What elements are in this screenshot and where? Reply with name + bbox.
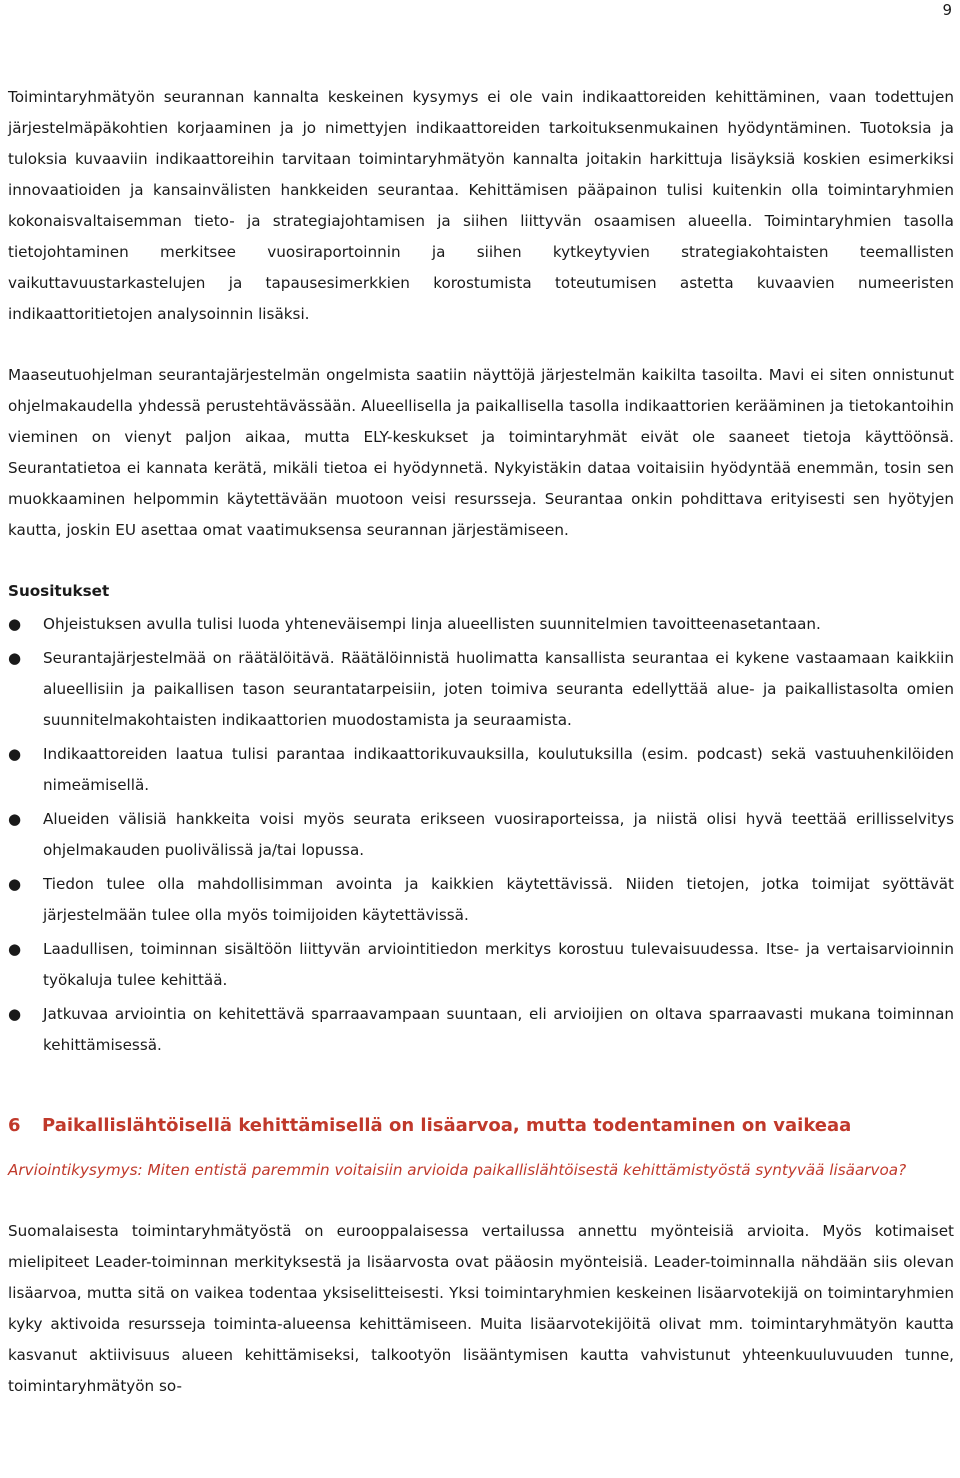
bullet-icon: ● [8, 940, 22, 958]
list-item [8, 609, 954, 640]
bullet-icon: ● [8, 810, 22, 828]
bullet-icon: ● [8, 875, 22, 893]
body-paragraph: Suomalaisesta toimintaryhmätyöstä on eurooppalaisessa vertailussa annettu myönteisiä arvioita. Myös kotimaiset mielipiteet Leader-toiminnan merkityksestä ja lisäarvosta ovat pääosin myönteisiä. Leader-toiminnalla nähdään siis olevan lisäarvoa, mutta sitä on vaikea todentaa yksiselitteisesti. Yksi toimintaryhmien keskeinen lisäarvotekijä on toimintaryhmien kyky aktivoida resursseja toiminta-alueensa kehittämiseen. Muita lisäarvotekijöitä olivat mm. toimintaryhmätyön kautta kasvanut aktiivisuus alueen kehittämiseksi, talkootyön lisääntymisen kautta vahvistunut yhteenkuuluvuuden tunne, toimintaryhmätyön so- [8, 1222, 954, 1395]
list-item-text: Laadullisen, toiminnan sisältöön liittyvän arviointitiedon merkitys korostuu tulevaisuudessa. Itse- ja vertaisarvioinnin työkaluja tulee kehittää. [43, 940, 954, 989]
bullet-icon: ● [8, 745, 22, 763]
list-item [8, 869, 954, 931]
list-item [8, 999, 954, 1061]
list-item-text: Tiedon tulee olla mahdollisimman avointa ja kaikkien käytettävissä. Niiden tietojen, jotka toimijat syöttävät järjestelmään tulee olla myös toimijoiden käytettävissä. [43, 875, 954, 924]
chapter-heading [8, 1110, 954, 1141]
bullet-icon: ● [8, 615, 22, 633]
list-item-text: Alueiden välisiä hankkeita voisi myös seurata erikseen vuosiraporteissa, ja niistä olisi hyvä teettää erillisselvitys ohjelmakauden puolivälissä ja/tai lopussa. [43, 810, 954, 859]
list-item [8, 739, 954, 801]
recommendations-list [8, 609, 954, 1061]
list-item [8, 934, 954, 996]
bullet-icon: ● [8, 1005, 22, 1023]
list-item [8, 643, 954, 736]
list-item-text: Jatkuvaa arviointia on kehitettävä sparraavampaan suuntaan, eli arvioijien on oltava sparraavasti mukana toiminnan kehittämisessä. [43, 1005, 954, 1054]
list-item-text: Indikaattoreiden laatua tulisi parantaa indikaattorikuvauksilla, koulutuksilla (esim. podcast) sekä vastuuhenkilöiden nimeämisellä. [43, 745, 954, 794]
list-item-text: Seurantajärjestelmää on räätälöitävä. Räätälöinnistä huolimatta kansallista seurantaa ei kykene vastaamaan kaikkiin alueellisiin ja paikallisen tason seurantatarpeisiin, joten toimiva seuranta edellyttää alue- ja paikallistasolta omien suunnitelmakohtaisten indikaattorien muodostamista ja seuraamista. [43, 649, 954, 729]
chapter-title: Paikallislähtöisellä kehittämisellä on lisäarvoa, mutta todentaminen on vaikeaa [42, 1115, 852, 1136]
body-paragraph: Maaseutuohjelman seurantajärjestelmän ongelmista saatiin näyttöjä järjestelmän kaikilta tasoilta. Mavi ei siten onnistunut ohjelmakaudella yhdessä perustehtävässään. Alueellisella ja paikallisella tasolla indikaattorien kerääminen ja tietokantoihin vieminen on vienyt paljon aikaa, mutta ELY-keskukset ja toimintaryhmät eivät ole saaneet tietoja käyttöönsä. Seurantatietoa ei kannata kerätä, mikäli tietoa ei hyödynnetä. Nykyistäkin dataa voitaisiin hyödyntää enemmän, tosin sen muokkaaminen helpommin käytettävään muotoon veisi resursseja. Seurantaa onkin pohdittava erityisesti sen hyötyjen kautta, joskin EU asettaa omat vaatimuksensa seurannan järjestämiseen. [8, 366, 954, 539]
list-item-text: Ohjeistuksen avulla tulisi luoda yhteneväisempi linja alueellisten suunnitelmien tavoitteenasetantaan. [43, 615, 821, 633]
bullet-icon: ● [8, 649, 22, 667]
list-item [8, 804, 954, 866]
chapter-number: 6 [8, 1115, 21, 1136]
evaluation-question: Arviointikysymys: Miten entistä paremmin voitaisiin arvioida paikallislähtöisestä kehittämistyöstä syntyvää lisäarvoa? [8, 1161, 907, 1179]
document-body [8, 82, 954, 1402]
body-paragraph: Toimintaryhmätyön seurannan kannalta keskeinen kysymys ei ole vain indikaattoreiden kehittäminen, vaan todettujen järjestelmäpäkohtien korjaaminen ja jo nimettyjen indikaattoreiden tarkoituksenmukainen hyödyntäminen. Tuotoksia ja tuloksia kuvaaviin indikaattoreihin tarvitaan toimintaryhmätyön kannalta joitakin harkittuja lisäyksiä koskien esimerkiksi innovaatioiden ja kansainvälisten hankkeiden seurantaa. Kehittämisen pääpainon tulisi kuitenkin olla toimintaryhmien kokonaisvaltaisemman tieto- ja strategiajohtamisen ja siihen liittyvän osaamisen alueella. Toimintaryhmien tasolla tietojohtaminen merkitsee vuosiraportoinnin ja siihen kytkeytyvien strategiakohtaisten teemallisten vaikuttavuustarkastelujen ja tapausesimerkkien korostumista toteutumisen astetta kuvaavien numeeristen indikaattoritietojen analysoinnin lisäksi. [8, 88, 954, 323]
recommendations-heading: Suositukset [8, 582, 110, 600]
page-number: 9 [942, 1, 952, 19]
